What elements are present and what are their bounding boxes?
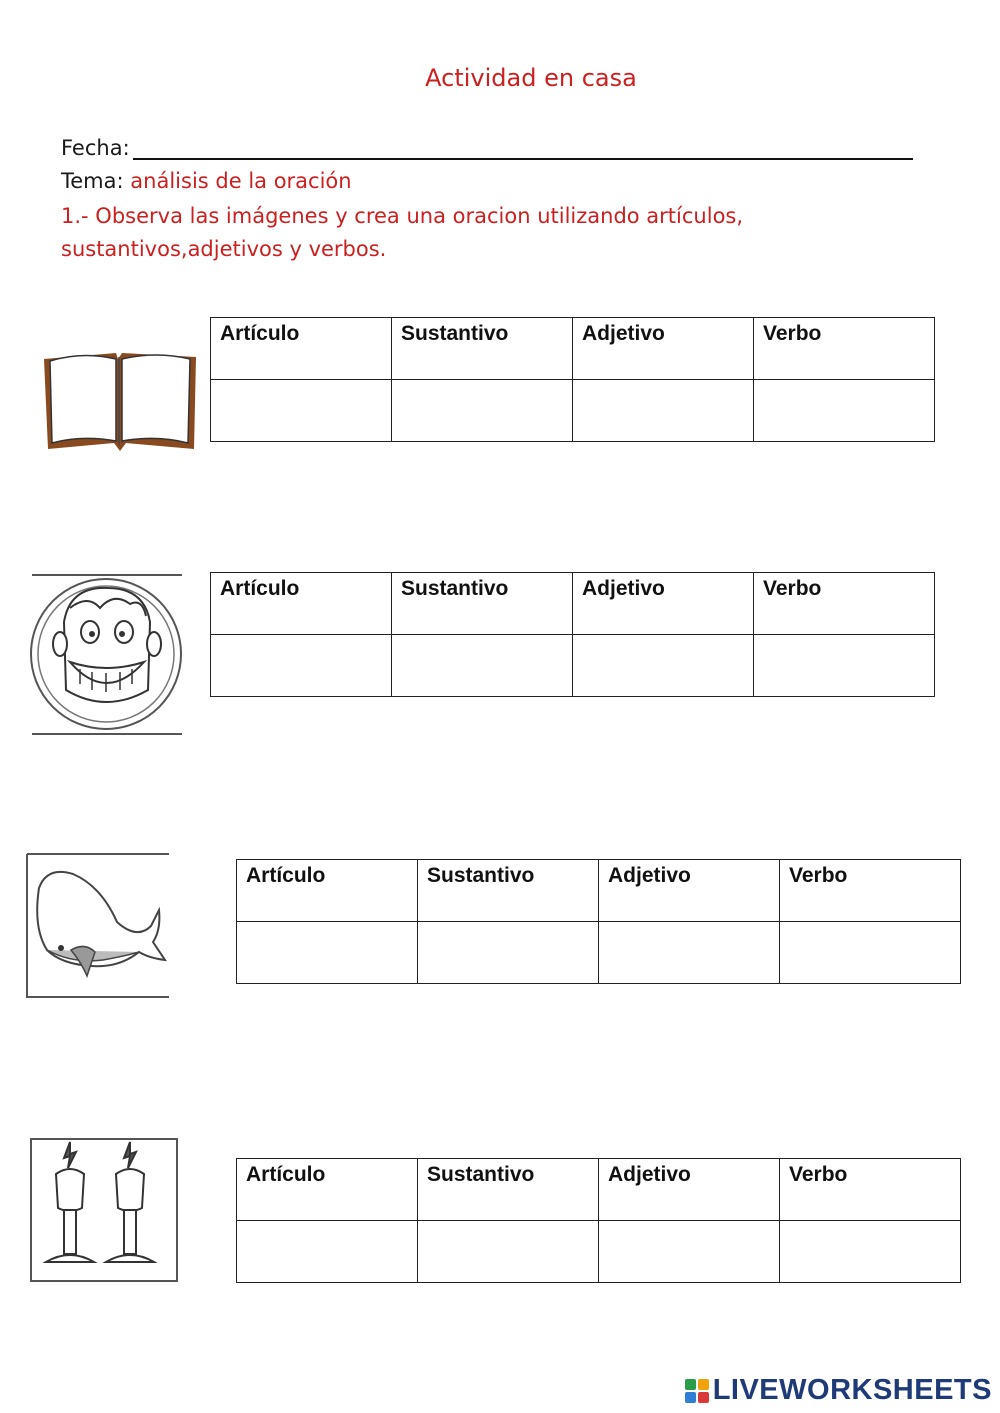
- header-articulo: Artículo: [237, 1159, 418, 1221]
- answer-cell[interactable]: [237, 1221, 418, 1283]
- answer-articulo-input[interactable]: [220, 384, 386, 436]
- header-sustantivo: Sustantivo: [392, 573, 573, 635]
- tema-row: [61, 169, 352, 193]
- liveworksheets-logo: [685, 1374, 992, 1407]
- header-articulo: Artículo: [211, 573, 392, 635]
- header-sustantivo: Sustantivo: [418, 1159, 599, 1221]
- answer-adjetivo-input[interactable]: [608, 926, 774, 978]
- answer-verbo-input[interactable]: [763, 384, 929, 436]
- answer-cell[interactable]: [237, 922, 418, 984]
- header-articulo: Artículo: [211, 318, 392, 380]
- instruction-line-2: sustantivos,adjetivos y verbos.: [61, 237, 387, 261]
- word-table-3: [236, 859, 961, 984]
- answer-sustantivo-input[interactable]: [401, 639, 567, 691]
- answer-cell[interactable]: [392, 380, 573, 442]
- answer-articulo-input[interactable]: [220, 639, 386, 691]
- tema-label: Tema:: [61, 169, 124, 193]
- instruction: [61, 200, 821, 266]
- header-verbo: Verbo: [754, 318, 935, 380]
- whale-icon: [25, 852, 173, 1000]
- header-adjetivo: Adjetivo: [599, 860, 780, 922]
- answer-verbo-input[interactable]: [789, 926, 955, 978]
- answer-cell[interactable]: [754, 380, 935, 442]
- table-header-row: [237, 860, 961, 922]
- answer-cell[interactable]: [211, 635, 392, 697]
- header-adjetivo: Adjetivo: [573, 318, 754, 380]
- header-verbo: Verbo: [754, 573, 935, 635]
- answer-articulo-input[interactable]: [246, 1225, 412, 1277]
- table-answer-row: [211, 635, 935, 697]
- answer-cell[interactable]: [599, 1221, 780, 1283]
- answer-sustantivo-input[interactable]: [401, 384, 567, 436]
- book-icon: [38, 345, 200, 457]
- table-header-row: [237, 1159, 961, 1221]
- answer-cell[interactable]: [418, 922, 599, 984]
- answer-cell[interactable]: [780, 922, 961, 984]
- word-table-4: [236, 1158, 961, 1283]
- header-adjetivo: Adjetivo: [573, 573, 754, 635]
- answer-adjetivo-input[interactable]: [608, 1225, 774, 1277]
- answer-adjetivo-input[interactable]: [582, 639, 748, 691]
- page-title: Actividad en casa: [425, 64, 637, 92]
- header-articulo: Artículo: [237, 860, 418, 922]
- header-verbo: Verbo: [780, 1159, 961, 1221]
- answer-sustantivo-input[interactable]: [427, 1225, 593, 1277]
- smiling-face-icon: [30, 572, 184, 737]
- fecha-input-line[interactable]: [133, 158, 913, 160]
- answer-cell[interactable]: [418, 1221, 599, 1283]
- table-answer-row: [237, 922, 961, 984]
- table-answer-row: [211, 380, 935, 442]
- word-table-2: [210, 572, 935, 697]
- answer-cell[interactable]: [211, 380, 392, 442]
- answer-verbo-input[interactable]: [789, 1225, 955, 1277]
- answer-cell[interactable]: [573, 380, 754, 442]
- answer-verbo-input[interactable]: [763, 639, 929, 691]
- answer-cell[interactable]: [754, 635, 935, 697]
- table-header-row: [211, 318, 935, 380]
- answer-cell[interactable]: [392, 635, 573, 697]
- table-header-row: [211, 573, 935, 635]
- fecha-label: Fecha:: [61, 136, 130, 160]
- header-sustantivo: Sustantivo: [392, 318, 573, 380]
- word-table-1: [210, 317, 935, 442]
- answer-sustantivo-input[interactable]: [427, 926, 593, 978]
- brand-mark-icon: [685, 1379, 709, 1403]
- answer-articulo-input[interactable]: [246, 926, 412, 978]
- tema-value: análisis de la oración: [130, 169, 352, 193]
- answer-adjetivo-input[interactable]: [582, 384, 748, 436]
- table-answer-row: [237, 1221, 961, 1283]
- header-verbo: Verbo: [780, 860, 961, 922]
- header-sustantivo: Sustantivo: [418, 860, 599, 922]
- answer-cell[interactable]: [599, 922, 780, 984]
- header-adjetivo: Adjetivo: [599, 1159, 780, 1221]
- candles-icon: [30, 1138, 180, 1284]
- instruction-line-1: 1.- Observa las imágenes y crea una oracion utilizando artículos,: [61, 204, 744, 228]
- answer-cell[interactable]: [780, 1221, 961, 1283]
- brand-text: LIVEWORKSHEETS: [712, 1374, 992, 1406]
- answer-cell[interactable]: [573, 635, 754, 697]
